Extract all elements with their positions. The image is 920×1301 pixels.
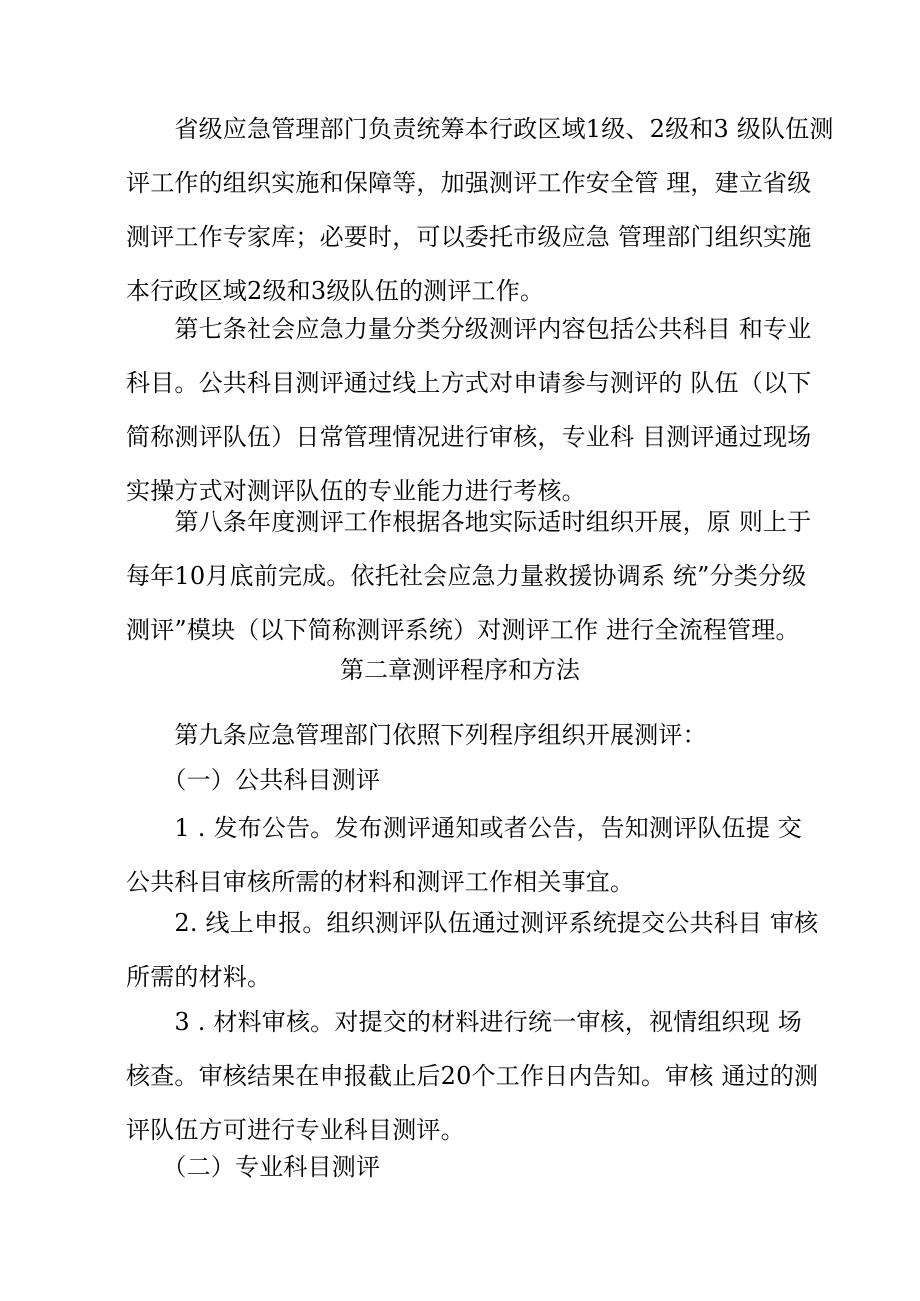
text-line: （二）专业科目测评 (126, 1153, 381, 1181)
text-line: 第八条年度测评工作根据各地实际适时组织开展，原 则上于 (126, 508, 812, 536)
text-line: 核查。审核结果在申报截止后20个工作日内告知。审核 通过的测 (126, 1062, 819, 1090)
text-line: 省级应急管理部门负责统筹本行政区域1级、2级和3 级队伍测 (126, 115, 834, 143)
text-line: 测评工作专家库；必要时，可以委托市级应急 管理部门组织实施 (126, 223, 812, 251)
text-line: （一）公共科目测评 (126, 766, 381, 794)
text-line: 测评”模块（以下简称测评系统）对测评工作 进行全流程管理。 (126, 616, 800, 644)
text-line: 评工作的组织实施和保障等，加强测评工作安全管 理，建立省级 (126, 169, 812, 197)
text-line: 评队伍方可进行专业科目测评。 (126, 1116, 465, 1144)
paragraph-article-8 (126, 495, 812, 657)
paragraph-step-3 (126, 995, 819, 1157)
text-line: 第九条应急管理部门依照下列程序组织开展测评： (126, 721, 707, 749)
text-line: 1 . 发布公告。发布测评通知或者公告，告知测评队伍提 交 (126, 814, 802, 842)
text-line: 科目。公共科目测评通过线上方式对申请参与测评的 队伍（以下 (126, 369, 812, 397)
text-line: 2. 线上申报。组织测评队伍通过测评系统提交公共科目 审核 (126, 909, 819, 937)
paragraph-article-7 (126, 302, 812, 518)
text-line: 实操方式对测评队伍的专业能力进行考核。 (126, 477, 586, 505)
text-line: 第七条社会应急力量分类分级测评内容包括公共科目 和专业 (126, 315, 812, 343)
subheading-public-subjects (126, 753, 796, 807)
paragraph-step-2 (126, 896, 819, 1004)
text-line: 每年10月底前完成。依托社会应急力量救援协调系 统”分类分级 (126, 562, 807, 590)
chapter-heading: 第二章测评程序和方法 (340, 656, 580, 684)
text-line: 简称测评队伍）日常管理情况进行审核，专业科 目测评通过现场 (126, 423, 812, 451)
text-line: 所需的材料。 (126, 963, 272, 991)
text-line: 3 . 材料审核。对提交的材料进行统一审核，视情组织现 场 (126, 1008, 802, 1036)
text-line: 公共科目审核所需的材料和测评工作相关事宜。 (126, 868, 635, 896)
text-line: 本行政区域2级和3级队伍的测评工作。 (126, 277, 545, 305)
paragraph-step-1 (126, 801, 802, 909)
subheading-professional-subjects (126, 1140, 796, 1194)
paragraph-provincial-duties (126, 102, 834, 318)
